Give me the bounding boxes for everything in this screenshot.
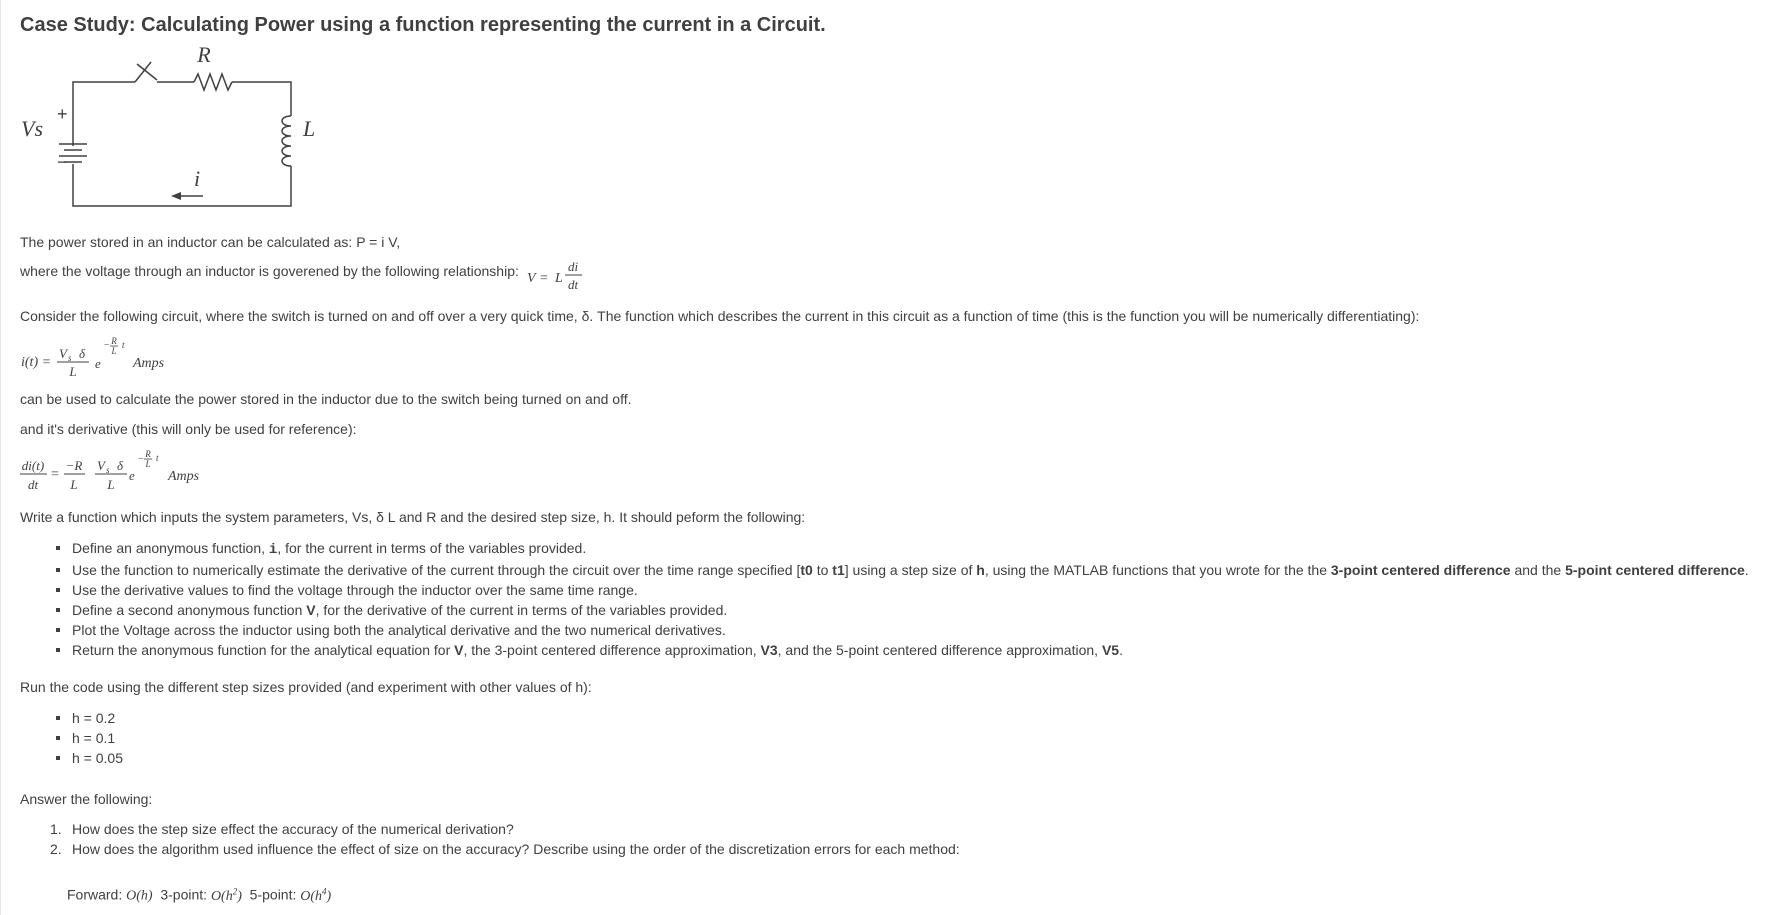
eq-d-equals: = [51,467,59,482]
voltage-relationship-row [20,262,519,280]
task-item: Define a second anonymous function V, for the derivative of the current in terms of the variables provided. [54,600,1749,620]
eq-d-num3-sub: s [106,465,110,475]
eq-d-exp-den: L [145,459,151,469]
eq-i-den: L [69,364,77,379]
eq-i-e: e [95,356,101,371]
wire-right-bottom [73,164,291,206]
eq-i-exp-den: L [111,346,117,356]
forward-order: O(h) [126,888,153,904]
source-label: Vs [21,116,43,141]
eq-v-L: L [555,271,563,286]
eq-d-exp-minus: − [138,454,144,465]
function-instructions-text: Write a function which inputs the system parameters, Vs, δ L and R and the desired step size, h. It should peform the following: [20,509,806,525]
question-item: 2. How does the algorithm used influence the effect of size on the accuracy? Describe using the order of the discretization errors for each method: [50,841,960,857]
run-code-text: Run the code using the different step sizes provided (and experiment with other values of h): [20,679,592,695]
task-item: Plot the Voltage across the inductor using both the analytical derivative and the two numerical derivatives. [54,620,1749,640]
eq-d-e: e [129,468,135,483]
current-label: i [194,166,201,191]
eq-i-num-sub: s [68,353,72,363]
power-formula-text: The power stored in an inductor can be calculated as: P = i V, [20,234,401,250]
circuit-diagram [19,46,329,216]
task-item: Return the anonymous function for the analytical equation for V, the 3-point centered difference approximation, V3, and the 5-point centered difference approximation, V5. [54,640,1749,660]
step-size-item: h = 0.1 [54,728,123,748]
derivative-equation [19,448,219,498]
resistor-label: R [197,46,211,67]
eq-d-den1: dt [27,477,39,492]
question-item: 1. How does the step size effect the accuracy of the numerical derivation? [50,821,514,837]
voltage-relationship-text: where the voltage through an inductor is goverened by the following relationship: [20,263,519,279]
task-list [54,538,1749,660]
plus-label: + [57,104,68,124]
eq-d-unit: Amps [168,469,200,484]
minus-label: − [57,152,68,172]
answer-prompt-text: Answer the following: [20,791,153,807]
eq-d-num3-delta: δ [117,458,124,473]
resistor-symbol [194,74,232,90]
circuit-description-text: Consider the following circuit, where the switch is turned on and off over a very quick time, δ. The function which describes the current in this circuit as a function of time (this is the function you will be numerically differentiating): [20,308,1420,324]
eq-v-denominator: dt [567,277,579,292]
eq-i-lhs: i(t) = [21,355,52,370]
eq-i-num-delta: δ [79,346,86,361]
eq-d-num2: −R [65,458,83,473]
eq-v-numerator: di [567,259,579,274]
wire-top-right [232,82,291,116]
eq-i-unit: Amps [133,356,165,371]
inductor-label: L [303,116,316,141]
eq-d-num3-v: V [97,458,105,473]
task-item: Use the function to numerically estimate the derivative of the current through the circuit over the time range specified [t0 to t1] using a step size of h, using the MATLAB functions that you wrote for the the 3-point centered difference and the 5-point centered difference. [54,560,1749,580]
step-size-item: h = 0.05 [54,748,123,768]
task-item: Use the derivative values to find the voltage through the inductor over the same time range. [54,580,1749,600]
current-equation [19,334,189,380]
three-point-order: $O(h^2)$ [210,886,242,904]
eq-v-lhs: V [527,271,536,286]
eq-d-den2: L [70,477,78,492]
inductor-symbol [282,116,291,166]
step-size-item: h = 0.2 [54,708,123,728]
page-title: Case Study: Calculating Power using a function representing the current in a Circuit. [20,14,826,36]
voltage-equation [525,258,587,292]
five-point-label: 5-point: [249,886,297,903]
error-orders-row [67,882,331,906]
inductor-power-text: can be used to calculate the power stored in the inductor due to the switch being turned on and off. [20,391,632,407]
five-point-order: $O(h^4)$ [300,886,332,904]
eq-i-exp-num: R [111,336,117,346]
eq-i-exp-minus: − [104,340,110,351]
forward-label: Forward: [67,886,123,903]
three-point-label: 3-point: [160,886,208,903]
eq-v-equals: = [540,271,548,286]
question-list [50,819,960,859]
eq-i-exp-t: t [122,340,125,350]
eq-d-den3: L [107,477,115,492]
eq-i-num-v: V [59,346,67,361]
current-arrow-head [171,192,181,200]
derivative-intro-text: and it's derivative (this will only be used for reference): [20,421,357,437]
eq-d-num1: di(t) [21,458,45,473]
step-size-list [54,708,123,768]
wire-top-left [73,82,135,146]
task-item: Define an anonymous function, i, for the current in terms of the variables provided. [54,538,1749,560]
eq-d-exp-num: R [145,449,151,459]
eq-d-exp-t: t [156,453,159,463]
